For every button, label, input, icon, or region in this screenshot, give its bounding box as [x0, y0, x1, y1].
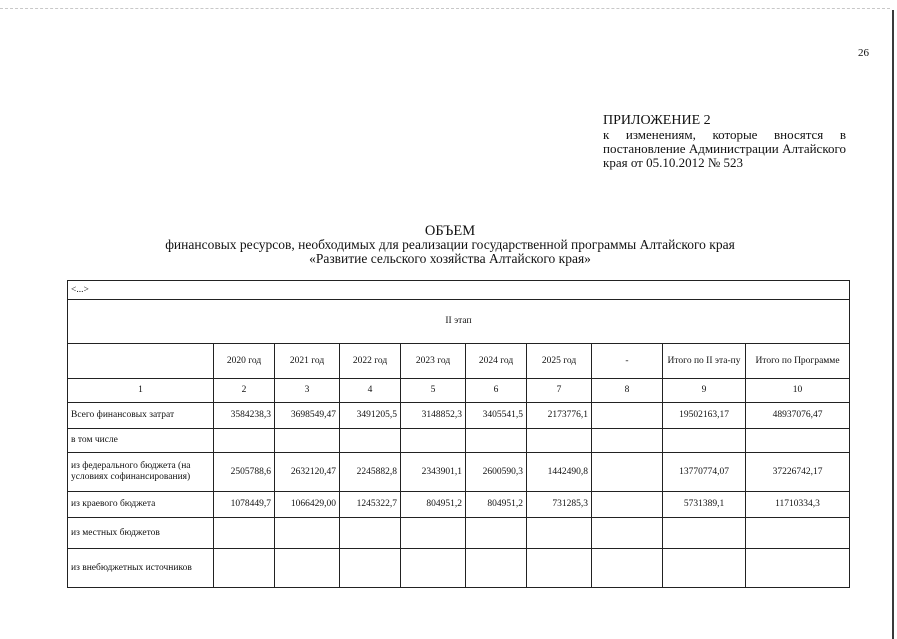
column-number-cell: 7: [527, 379, 592, 403]
value-cell: [466, 429, 527, 453]
finance-table: [67, 280, 850, 588]
table-row: [68, 453, 850, 492]
column-number-row: [68, 379, 850, 403]
header-cell: 2023 год: [401, 344, 466, 379]
value-cell: 3698549,47: [275, 403, 340, 429]
header-cell: 2020 год: [214, 344, 275, 379]
header-cell: Итого по II эта-пу: [663, 344, 746, 379]
scan-top-edge: [0, 8, 890, 10]
header-row: [68, 344, 850, 379]
value-cell: [592, 453, 663, 492]
document-title: [100, 224, 800, 266]
column-number-cell: 5: [401, 379, 466, 403]
ellipsis-cell: <...>: [68, 281, 850, 300]
value-cell: 3584238,3: [214, 403, 275, 429]
value-cell: 3491205,5: [340, 403, 401, 429]
value-cell: 1066429,00: [275, 492, 340, 518]
row-label: Всего финансовых затрат: [68, 403, 214, 429]
value-cell: 731285,3: [527, 492, 592, 518]
column-number-cell: 3: [275, 379, 340, 403]
value-cell: 3405541,5: [466, 403, 527, 429]
value-cell: [663, 518, 746, 549]
table-row: [68, 518, 850, 549]
value-cell: 37226742,17: [746, 453, 850, 492]
value-cell: 1245322,7: [340, 492, 401, 518]
row-label: из федерального бюджета (на условиях софинансирования): [68, 453, 214, 492]
value-cell: [527, 549, 592, 588]
column-number-cell: 4: [340, 379, 401, 403]
column-number-cell: 6: [466, 379, 527, 403]
header-cell: 2025 год: [527, 344, 592, 379]
value-cell: [340, 518, 401, 549]
appendix-text: к изменениям, которые вносятся в постановление Администрации Алтайского края от 05.10.2012 № 523: [603, 127, 846, 170]
page-number: 26: [858, 47, 869, 59]
value-cell: 19502163,17: [663, 403, 746, 429]
table-row: [68, 403, 850, 429]
title-line-1: ОБЪЕМ: [424, 223, 476, 239]
table-row: [68, 429, 850, 453]
value-cell: 2600590,3: [466, 453, 527, 492]
value-cell: [275, 429, 340, 453]
value-cell: 2343901,1: [401, 453, 466, 492]
value-cell: [401, 429, 466, 453]
value-cell: [592, 403, 663, 429]
column-number-cell: 9: [663, 379, 746, 403]
row-label: из краевого бюджета: [68, 492, 214, 518]
value-cell: 48937076,47: [746, 403, 850, 429]
value-cell: [340, 429, 401, 453]
header-cell: 2024 год: [466, 344, 527, 379]
value-cell: [663, 549, 746, 588]
scan-right-edge: [892, 10, 894, 639]
value-cell: [214, 429, 275, 453]
title-line-2: финансовых ресурсов, необходимых для реализации государственной программы Алтайского края: [165, 237, 735, 252]
value-cell: [401, 549, 466, 588]
value-cell: 3148852,3: [401, 403, 466, 429]
appendix-title: ПРИЛОЖЕНИЕ 2: [603, 113, 711, 128]
value-cell: [592, 518, 663, 549]
value-cell: 2505788,6: [214, 453, 275, 492]
value-cell: [466, 549, 527, 588]
value-cell: 804951,2: [401, 492, 466, 518]
value-cell: [527, 518, 592, 549]
value-cell: 11710334,3: [746, 492, 850, 518]
appendix-block: [603, 113, 846, 170]
stage-cell: II этап: [68, 300, 850, 344]
column-number-cell: 1: [68, 379, 214, 403]
header-cell: 2021 год: [275, 344, 340, 379]
column-number-cell: 2: [214, 379, 275, 403]
value-cell: [466, 518, 527, 549]
value-cell: [746, 549, 850, 588]
value-cell: [275, 549, 340, 588]
value-cell: [746, 518, 850, 549]
value-cell: [214, 518, 275, 549]
value-cell: [592, 549, 663, 588]
table-row: [68, 549, 850, 588]
value-cell: [592, 492, 663, 518]
header-cell: -: [592, 344, 663, 379]
value-cell: 5731389,1: [663, 492, 746, 518]
value-cell: 2173776,1: [527, 403, 592, 429]
value-cell: [214, 549, 275, 588]
value-cell: [527, 429, 592, 453]
table-row: [68, 492, 850, 518]
value-cell: [401, 518, 466, 549]
value-cell: [592, 429, 663, 453]
value-cell: [746, 429, 850, 453]
value-cell: [275, 518, 340, 549]
value-cell: 1078449,7: [214, 492, 275, 518]
row-label: из внебюджетных источников: [68, 549, 214, 588]
value-cell: 2632120,47: [275, 453, 340, 492]
header-cell: Итого по Программе: [746, 344, 850, 379]
row-label: из местных бюджетов: [68, 518, 214, 549]
title-line-3: «Развитие сельского хозяйства Алтайского края»: [309, 251, 591, 266]
header-cell: 2022 год: [340, 344, 401, 379]
row-label: в том числе: [68, 429, 214, 453]
header-cell: [68, 344, 214, 379]
column-number-cell: 8: [592, 379, 663, 403]
value-cell: 1442490,8: [527, 453, 592, 492]
value-cell: 804951,2: [466, 492, 527, 518]
value-cell: [663, 429, 746, 453]
value-cell: 13770774,07: [663, 453, 746, 492]
value-cell: [340, 549, 401, 588]
value-cell: 2245882,8: [340, 453, 401, 492]
column-number-cell: 10: [746, 379, 850, 403]
